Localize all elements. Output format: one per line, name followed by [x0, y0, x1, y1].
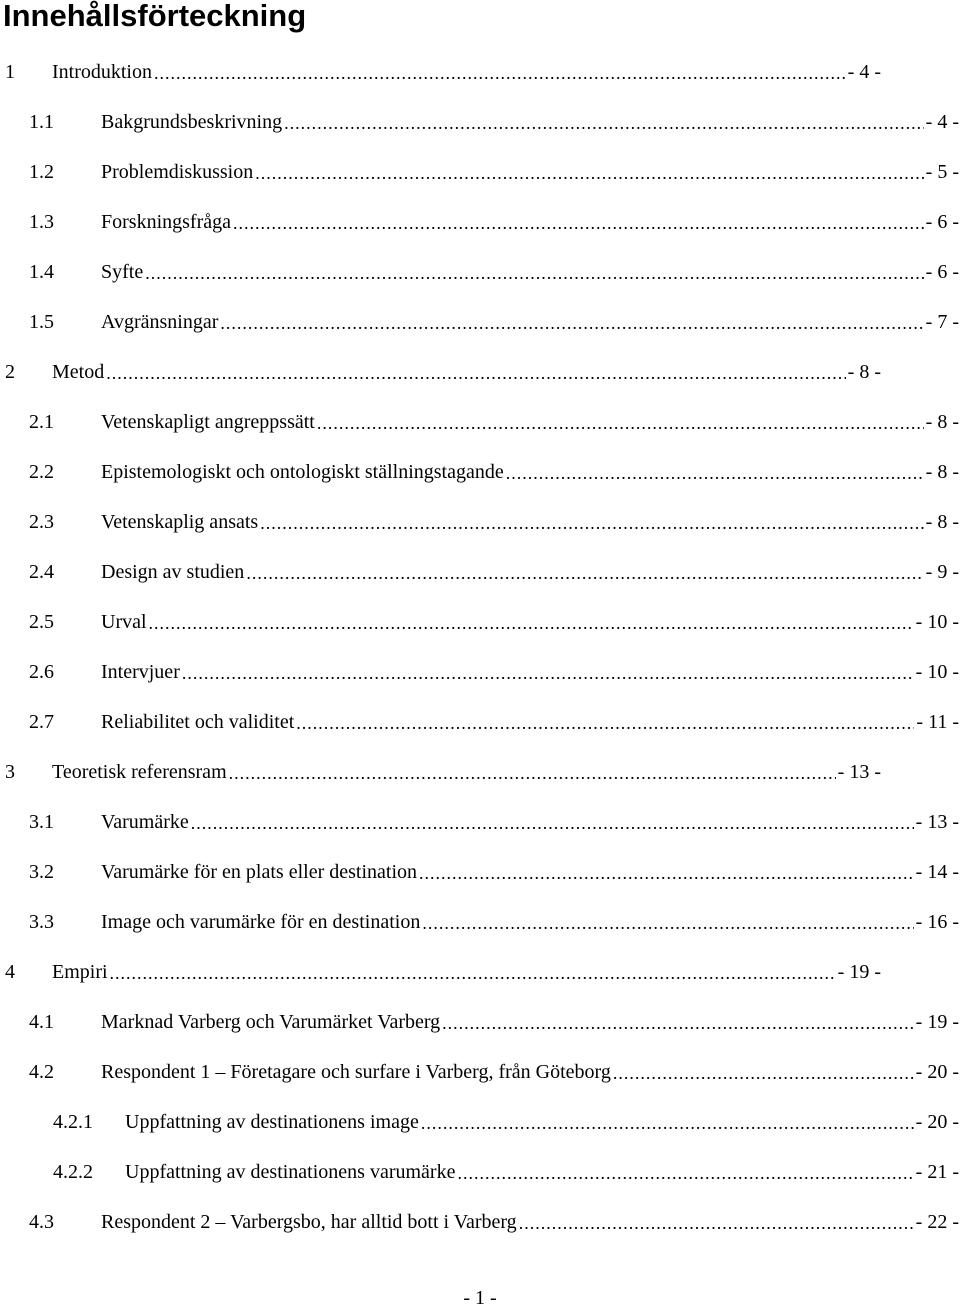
toc-entry[interactable]	[29, 308, 959, 334]
toc-text: Problemdiskussion	[101, 161, 254, 183]
toc-page: - 19 -	[837, 961, 881, 983]
toc-entry[interactable]	[29, 1058, 959, 1084]
toc-text: Urval	[101, 611, 147, 633]
toc-entry[interactable]	[5, 358, 881, 384]
dot-leader	[106, 362, 845, 384]
toc-number: 4	[5, 961, 15, 983]
toc-text: Uppfattning av destinationens image	[125, 1111, 419, 1133]
toc-number: 4.2.2	[53, 1161, 93, 1183]
toc-entry[interactable]	[5, 958, 881, 984]
toc-entry[interactable]	[29, 608, 959, 634]
toc-entry[interactable]	[29, 808, 959, 834]
toc-page: - 6 -	[925, 211, 959, 233]
toc-page: - 6 -	[925, 261, 959, 283]
toc-text: Avgränsningar	[101, 311, 219, 333]
toc-page: - 10 -	[915, 611, 959, 633]
toc-number: 1.5	[29, 311, 54, 333]
toc-page: - 11 -	[916, 711, 959, 733]
toc-entry[interactable]	[29, 208, 959, 234]
toc-entry[interactable]	[29, 408, 959, 434]
toc-number: 3.2	[29, 861, 54, 883]
dot-leader	[419, 862, 914, 884]
toc-page: - 22 -	[915, 1211, 959, 1233]
toc-page: - 13 -	[837, 761, 881, 783]
dot-leader	[442, 1012, 914, 1034]
toc-entry[interactable]	[29, 108, 959, 134]
toc-text: Intervjuer	[101, 661, 180, 683]
toc-text: Forskningsfråga	[101, 211, 231, 233]
dot-leader	[284, 112, 924, 134]
dot-leader	[260, 512, 923, 534]
dot-leader	[255, 162, 923, 184]
toc-number: 2.1	[29, 411, 54, 433]
toc-entry[interactable]	[29, 558, 959, 584]
toc-entry[interactable]	[29, 1208, 959, 1234]
toc-page: - 8 -	[925, 511, 959, 533]
toc-number: 2.2	[29, 461, 54, 483]
toc-number: 4.1	[29, 1011, 54, 1033]
toc-page: - 13 -	[915, 811, 959, 833]
toc-entry[interactable]	[29, 858, 959, 884]
toc-number: 1.4	[29, 261, 54, 283]
toc-text: Uppfattning av destinationens varumärke	[125, 1161, 456, 1183]
toc-text: Image och varumärke för en destination	[101, 911, 421, 933]
toc-page: - 8 -	[925, 411, 959, 433]
toc-text: Syfte	[101, 261, 144, 283]
toc-entry[interactable]	[5, 58, 881, 84]
toc-entry[interactable]	[53, 1158, 959, 1184]
toc-text: Marknad Varberg och Varumärket Varberg	[101, 1011, 441, 1033]
toc-entry[interactable]	[5, 758, 881, 784]
toc-entry[interactable]	[29, 658, 959, 684]
toc-page: - 9 -	[925, 561, 959, 583]
toc-page: - 4 -	[925, 111, 959, 133]
toc-page: - 14 -	[915, 861, 959, 883]
toc-text: Reliabilitet och validitet	[101, 711, 295, 733]
dot-leader	[613, 1062, 914, 1084]
toc-text: Varumärke	[101, 811, 189, 833]
toc-entry[interactable]	[29, 708, 959, 734]
dot-leader	[182, 662, 914, 684]
toc-number: 1.2	[29, 161, 54, 183]
toc-entry[interactable]	[29, 908, 959, 934]
toc-text: Introduktion	[52, 61, 152, 83]
toc-text: Design av studien	[101, 561, 245, 583]
toc-text: Varumärke för en plats eller destination	[101, 861, 417, 883]
toc-text: Respondent 2 – Varbergsbo, har alltid bott i Varberg	[101, 1211, 517, 1233]
toc-page: - 20 -	[915, 1111, 959, 1133]
page-number: - 1 -	[463, 1287, 497, 1309]
toc-text: Empiri	[52, 961, 108, 983]
toc-text: Epistemologiskt och ontologiskt ställningstagande	[101, 461, 504, 483]
dot-leader	[317, 412, 924, 434]
toc-page: - 8 -	[847, 361, 881, 383]
dot-leader	[457, 1162, 913, 1184]
toc-number: 2.4	[29, 561, 54, 583]
toc-number: 2.5	[29, 611, 54, 633]
dot-leader	[422, 912, 913, 934]
toc-entry[interactable]	[29, 258, 959, 284]
toc-entry[interactable]	[29, 1008, 959, 1034]
dot-leader	[229, 762, 836, 784]
toc-entry[interactable]	[29, 508, 959, 534]
toc-number: 2.6	[29, 661, 54, 683]
toc-page: - 16 -	[915, 911, 959, 933]
toc-number: 3.3	[29, 911, 54, 933]
dot-leader	[296, 712, 914, 734]
toc-entry[interactable]	[29, 158, 959, 184]
toc-number: 2	[5, 361, 15, 383]
toc-page: - 20 -	[915, 1061, 959, 1083]
toc-number: 4.3	[29, 1211, 54, 1233]
toc-text: Respondent 1 – Företagare och surfare i Varberg, från Göteborg	[101, 1061, 611, 1083]
toc-number: 2.3	[29, 511, 54, 533]
toc-page: - 21 -	[915, 1161, 959, 1183]
toc-entry[interactable]	[29, 458, 959, 484]
dot-leader	[110, 962, 836, 984]
dot-leader	[191, 812, 914, 834]
dot-leader	[149, 612, 914, 634]
toc-number: 4.2	[29, 1061, 54, 1083]
dot-leader	[220, 312, 923, 334]
toc-text: Vetenskapligt angreppssätt	[101, 411, 315, 433]
toc-page: - 4 -	[847, 61, 881, 83]
toc-number: 2.7	[29, 711, 54, 733]
toc-page: - 19 -	[915, 1011, 959, 1033]
toc-page: - 10 -	[915, 661, 959, 683]
dot-leader	[145, 262, 923, 284]
toc-page: - 7 -	[925, 311, 959, 333]
toc-text: Bakgrundsbeskrivning	[101, 111, 283, 133]
dot-leader	[246, 562, 923, 584]
toc-title: Innehållsförteckning	[3, 0, 307, 33]
dot-leader	[506, 462, 924, 484]
toc-page: - 5 -	[925, 161, 959, 183]
toc-number: 1	[5, 61, 15, 83]
dot-leader	[233, 212, 924, 234]
toc-number: 1.1	[29, 111, 54, 133]
dot-leader	[519, 1212, 914, 1234]
toc-text: Teoretisk referensram	[52, 761, 227, 783]
dot-leader	[421, 1112, 914, 1134]
toc-entry[interactable]	[53, 1108, 959, 1134]
toc-page: - 8 -	[925, 461, 959, 483]
toc-number: 3.1	[29, 811, 54, 833]
dot-leader	[154, 62, 846, 84]
toc-number: 4.2.1	[53, 1111, 93, 1133]
toc-text: Metod	[52, 361, 105, 383]
toc-number: 1.3	[29, 211, 54, 233]
toc-text: Vetenskaplig ansats	[101, 511, 259, 533]
toc-number: 3	[5, 761, 15, 783]
